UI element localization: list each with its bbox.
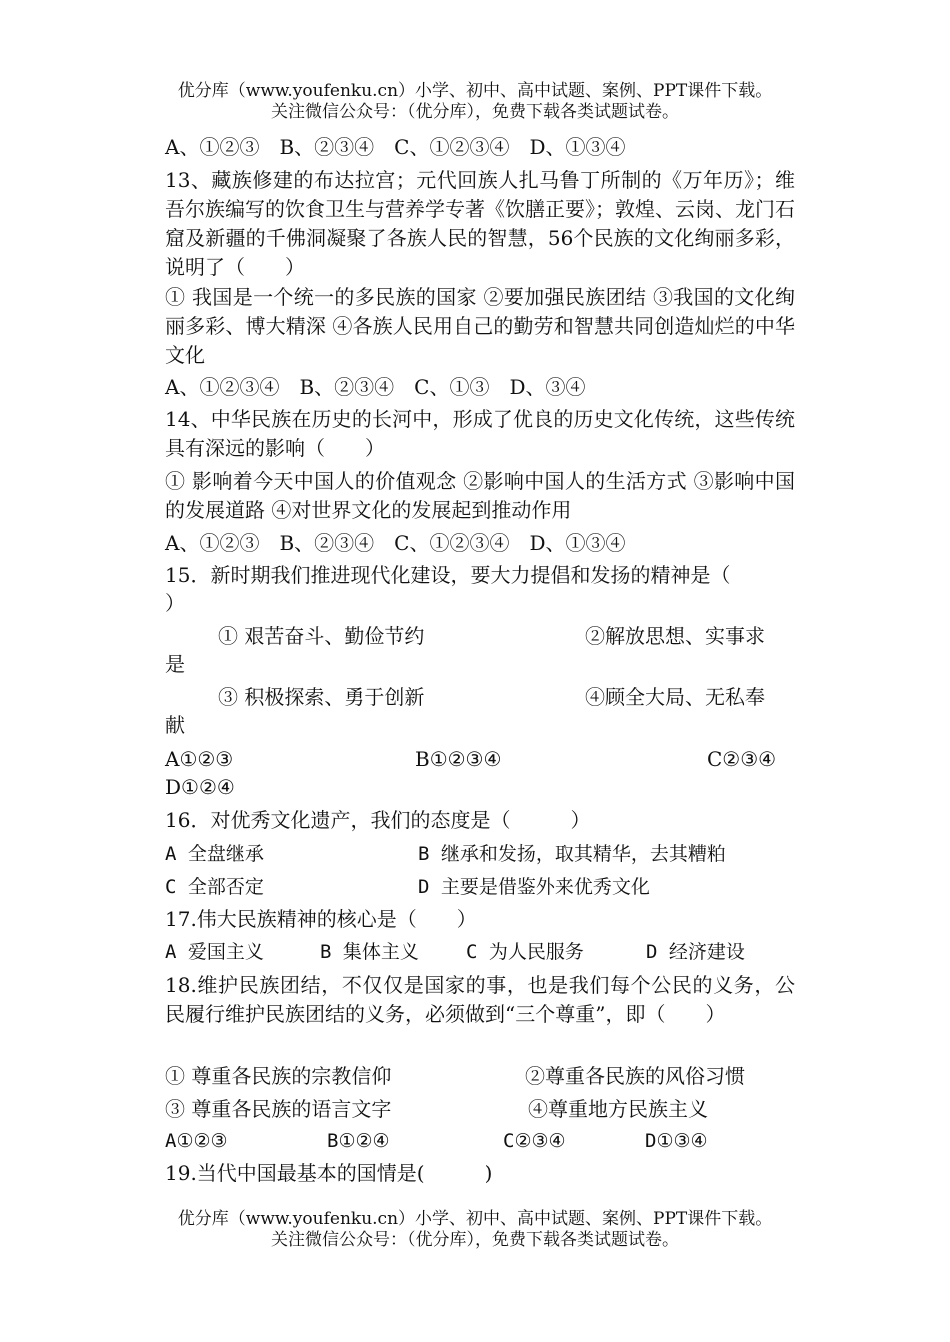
q15-item-3: ③ 积极探索、勇于创新 bbox=[218, 685, 425, 709]
q16-option-a: A 全盘继承 bbox=[165, 843, 264, 865]
q13-stem: 13、藏族修建的布达拉宫；元代回族人扎马鲁丁所制的《万年历》；维吾尔族编写的饮食卫生与营养学专著《饮膳正要》；敦煌、云岗、龙门石窟及新疆的千佛洞凝聚了各族人民的智慧，56个民族的文化绚丽多彩，说明了（ ） bbox=[165, 168, 795, 279]
q17-option-c: C 为人民服务 bbox=[466, 941, 584, 963]
q13-items: ① 我国是一个统一的多民族的国家 ②要加强民族团结 ③我国的文化绚丽多彩、博大精深 ④各族人民用自己的勤劳和智慧共同创造灿烂的中华文化 bbox=[165, 285, 795, 367]
q13-options: A、①②③④ B、②③④ C、①③ D、③④ bbox=[165, 375, 586, 399]
page-footer-line-1: 优分库（www.youfenku.cn）小学、初中、高中试题、案例、PPT课件下载。 bbox=[177, 1209, 773, 1229]
q18-option-d: D①③④ bbox=[645, 1130, 708, 1152]
q18-item-2: ②尊重各民族的风俗习惯 bbox=[525, 1064, 745, 1088]
q14-stem: 14、中华民族在历史的长河中，形成了优良的历史文化传统，这些传统具有深远的影响（ ） bbox=[165, 407, 795, 460]
q15-option-a: A①②③ bbox=[165, 747, 234, 771]
q15-item-4-tail: 献 bbox=[165, 713, 185, 737]
q18-stem: 18.维护民族团结，不仅仅是国家的事，也是我们每个公民的义务，公民履行维护民族团结的义务，必须做到“三个尊重”，即（ ） bbox=[165, 973, 795, 1026]
q18-item-1: ① 尊重各民族的宗教信仰 bbox=[165, 1064, 392, 1088]
q12-options: A、①②③ B、②③④ C、①②③④ D、①③④ bbox=[165, 135, 626, 159]
q17-stem: 17.伟大民族精神的核心是（ ） bbox=[165, 907, 477, 931]
q17-option-b: B 集体主义 bbox=[320, 941, 419, 963]
q17-option-d: D 经济建设 bbox=[646, 941, 745, 963]
page-header-line-2: 关注微信公众号：（优分库），免费下载各类试题试卷。 bbox=[271, 102, 679, 122]
page-footer-line-2: 关注微信公众号：（优分库），免费下载各类试题试卷。 bbox=[271, 1230, 679, 1250]
q14-options: A、①②③ B、②③④ C、①②③④ D、①③④ bbox=[165, 531, 626, 555]
q18-item-3: ③ 尊重各民族的语言文字 bbox=[165, 1097, 392, 1121]
q15-stem-tail: ） bbox=[165, 591, 185, 615]
q15-stem: 15．新时期我们推进现代化建设，要大力提倡和发扬的精神是（ bbox=[165, 563, 731, 587]
q18-item-4: ④尊重地方民族主义 bbox=[528, 1097, 708, 1121]
q15-item-2: ②解放思想、实事求 bbox=[585, 624, 765, 648]
q15-option-d: D①②④ bbox=[165, 775, 235, 799]
q19-stem: 19.当代中国最基本的国情是( ) bbox=[165, 1161, 493, 1185]
q14-items: ① 影响着今天中国人的价值观念 ②影响中国人的生活方式 ③影响中国的发展道路 ④对世界文化的发展起到推动作用 bbox=[165, 469, 795, 522]
q18-option-a: A①②③ bbox=[165, 1130, 228, 1152]
q18-option-b: B①②④ bbox=[327, 1130, 390, 1152]
q16-option-d: D 主要是借鉴外来优秀文化 bbox=[418, 876, 650, 898]
q17-option-a: A 爱国主义 bbox=[165, 941, 264, 963]
q16-option-b: B 继承和发扬，取其精华，去其糟粕 bbox=[418, 843, 726, 865]
q15-item-4: ④顾全大局、无私奉 bbox=[585, 685, 765, 709]
q16-option-c: C 全部否定 bbox=[165, 876, 264, 898]
q15-option-c: C②③④ bbox=[707, 747, 777, 771]
q15-item-2-tail: 是 bbox=[165, 652, 185, 676]
q18-option-c: C②③④ bbox=[503, 1130, 566, 1152]
q15-item-1: ① 艰苦奋斗、勤俭节约 bbox=[218, 624, 425, 648]
q16-stem: 16．对优秀文化遗产，我们的态度是（ ） bbox=[165, 808, 591, 832]
q15-option-b: B①②③④ bbox=[415, 747, 502, 771]
page-header-line-1: 优分库（www.youfenku.cn）小学、初中、高中试题、案例、PPT课件下载。 bbox=[177, 81, 773, 101]
